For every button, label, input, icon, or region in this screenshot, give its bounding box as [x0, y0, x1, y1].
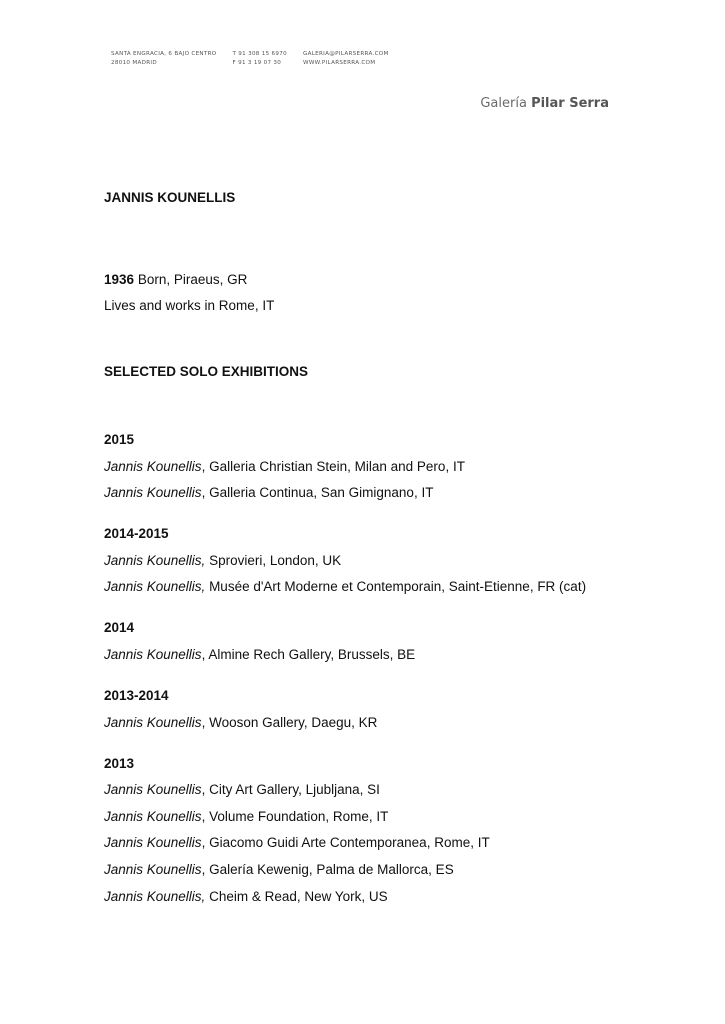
phone-line: T 91 308 15 6970	[232, 51, 287, 57]
exhibition-title: Jannis Kounellis	[104, 808, 202, 824]
exhibition-title: Jannis Kounellis	[104, 458, 202, 474]
letterhead-phone	[233, 50, 287, 68]
exhibition-title: Jannis Kounellis	[104, 714, 202, 730]
exhibition-entry	[104, 809, 388, 824]
exhibition-venue: Musée d'Art Moderne et Contemporain, Saint-Etienne, FR (cat)	[205, 579, 587, 595]
exhibition-separator: ,	[201, 782, 206, 798]
exhibition-entry	[104, 862, 454, 877]
exhibition-venue: Galería Kewenig, Palma de Mallorca, ES	[205, 862, 454, 877]
exhibition-venue: Galleria Christian Stein, Milan and Pero, IT	[205, 458, 465, 474]
exhibition-separator: ,	[201, 862, 206, 877]
logo-name: Pilar Serra	[531, 96, 609, 111]
exhibition-entry	[104, 835, 490, 850]
address-line: SANTA ENGRACIA, 6 BAJO CENTRO	[111, 51, 217, 57]
exhibition-entry	[104, 579, 586, 594]
exhibition-separator: ,	[201, 458, 206, 474]
exhibition-venue: City Art Gallery, Ljubljana, SI	[205, 782, 380, 798]
letterhead-address	[111, 50, 217, 68]
exhibition-entry	[104, 647, 415, 662]
exhibition-entry	[104, 459, 465, 474]
exhibition-title: Jannis Kounellis	[104, 485, 202, 501]
gallery-logo	[480, 96, 609, 111]
website-line: WWW.PILARSERRA.COM	[302, 60, 376, 66]
logo-prefix: Galería	[480, 96, 527, 111]
email-line: GALERIA@PILARSERRA.COM	[302, 51, 389, 57]
exhibition-separator: ,	[201, 485, 206, 501]
exhibition-venue: Galleria Continua, San Gimignano, IT	[205, 485, 434, 501]
letterhead-web	[303, 50, 389, 68]
exhibition-separator: ,	[201, 808, 206, 824]
exhibition-title: Jannis Kounellis	[104, 647, 202, 662]
year-heading: 2015	[104, 432, 135, 447]
fax-line: F 91 3 19 07 30	[232, 60, 282, 66]
year-heading: 2014-2015	[104, 526, 169, 542]
year-heading: 2013	[104, 755, 135, 771]
exhibition-entry	[104, 485, 433, 500]
exhibition-title: Jannis Kounellis	[104, 782, 202, 798]
exhibition-venue: Giacomo Guidi Arte Contemporanea, Rome, IT	[205, 835, 490, 851]
exhibition-venue: Wooson Gallery, Daegu, KR	[205, 714, 378, 730]
exhibition-entry	[104, 889, 388, 904]
exhibition-separator: ,	[201, 714, 206, 730]
artist-name: JANNIS KOUNELLIS	[104, 190, 236, 205]
exhibition-venue: Almine Rech Gallery, Brussels, BE	[205, 647, 416, 662]
year-heading: 2013-2014	[104, 688, 169, 703]
exhibition-venue: Sprovieri, London, UK	[205, 552, 342, 568]
exhibition-entry	[104, 782, 380, 797]
exhibition-entry	[104, 553, 341, 568]
exhibition-entry	[104, 715, 377, 730]
exhibition-title: Jannis Kounellis	[104, 862, 202, 877]
year-heading: 2014	[104, 620, 135, 636]
exhibition-venue: Volume Foundation, Rome, IT	[205, 808, 389, 824]
birth-line	[104, 272, 247, 287]
exhibition-separator: ,	[201, 835, 206, 851]
letterhead	[111, 50, 405, 68]
section-title: SELECTED SOLO EXHIBITIONS	[104, 364, 309, 379]
exhibition-title: Jannis Kounellis,	[104, 888, 206, 904]
address-line: 28010 MADRID	[111, 60, 157, 66]
birth-year: 1936	[104, 272, 135, 287]
birth-place: Born, Piraeus, GR	[137, 272, 248, 287]
exhibition-title: Jannis Kounellis	[104, 835, 202, 851]
exhibition-separator: ,	[201, 647, 206, 662]
exhibition-venue: Cheim & Read, New York, US	[205, 888, 388, 904]
residence-line: Lives and works in Rome, IT	[104, 298, 275, 313]
exhibition-title: Jannis Kounellis,	[104, 552, 206, 568]
exhibition-title: Jannis Kounellis,	[104, 579, 206, 595]
